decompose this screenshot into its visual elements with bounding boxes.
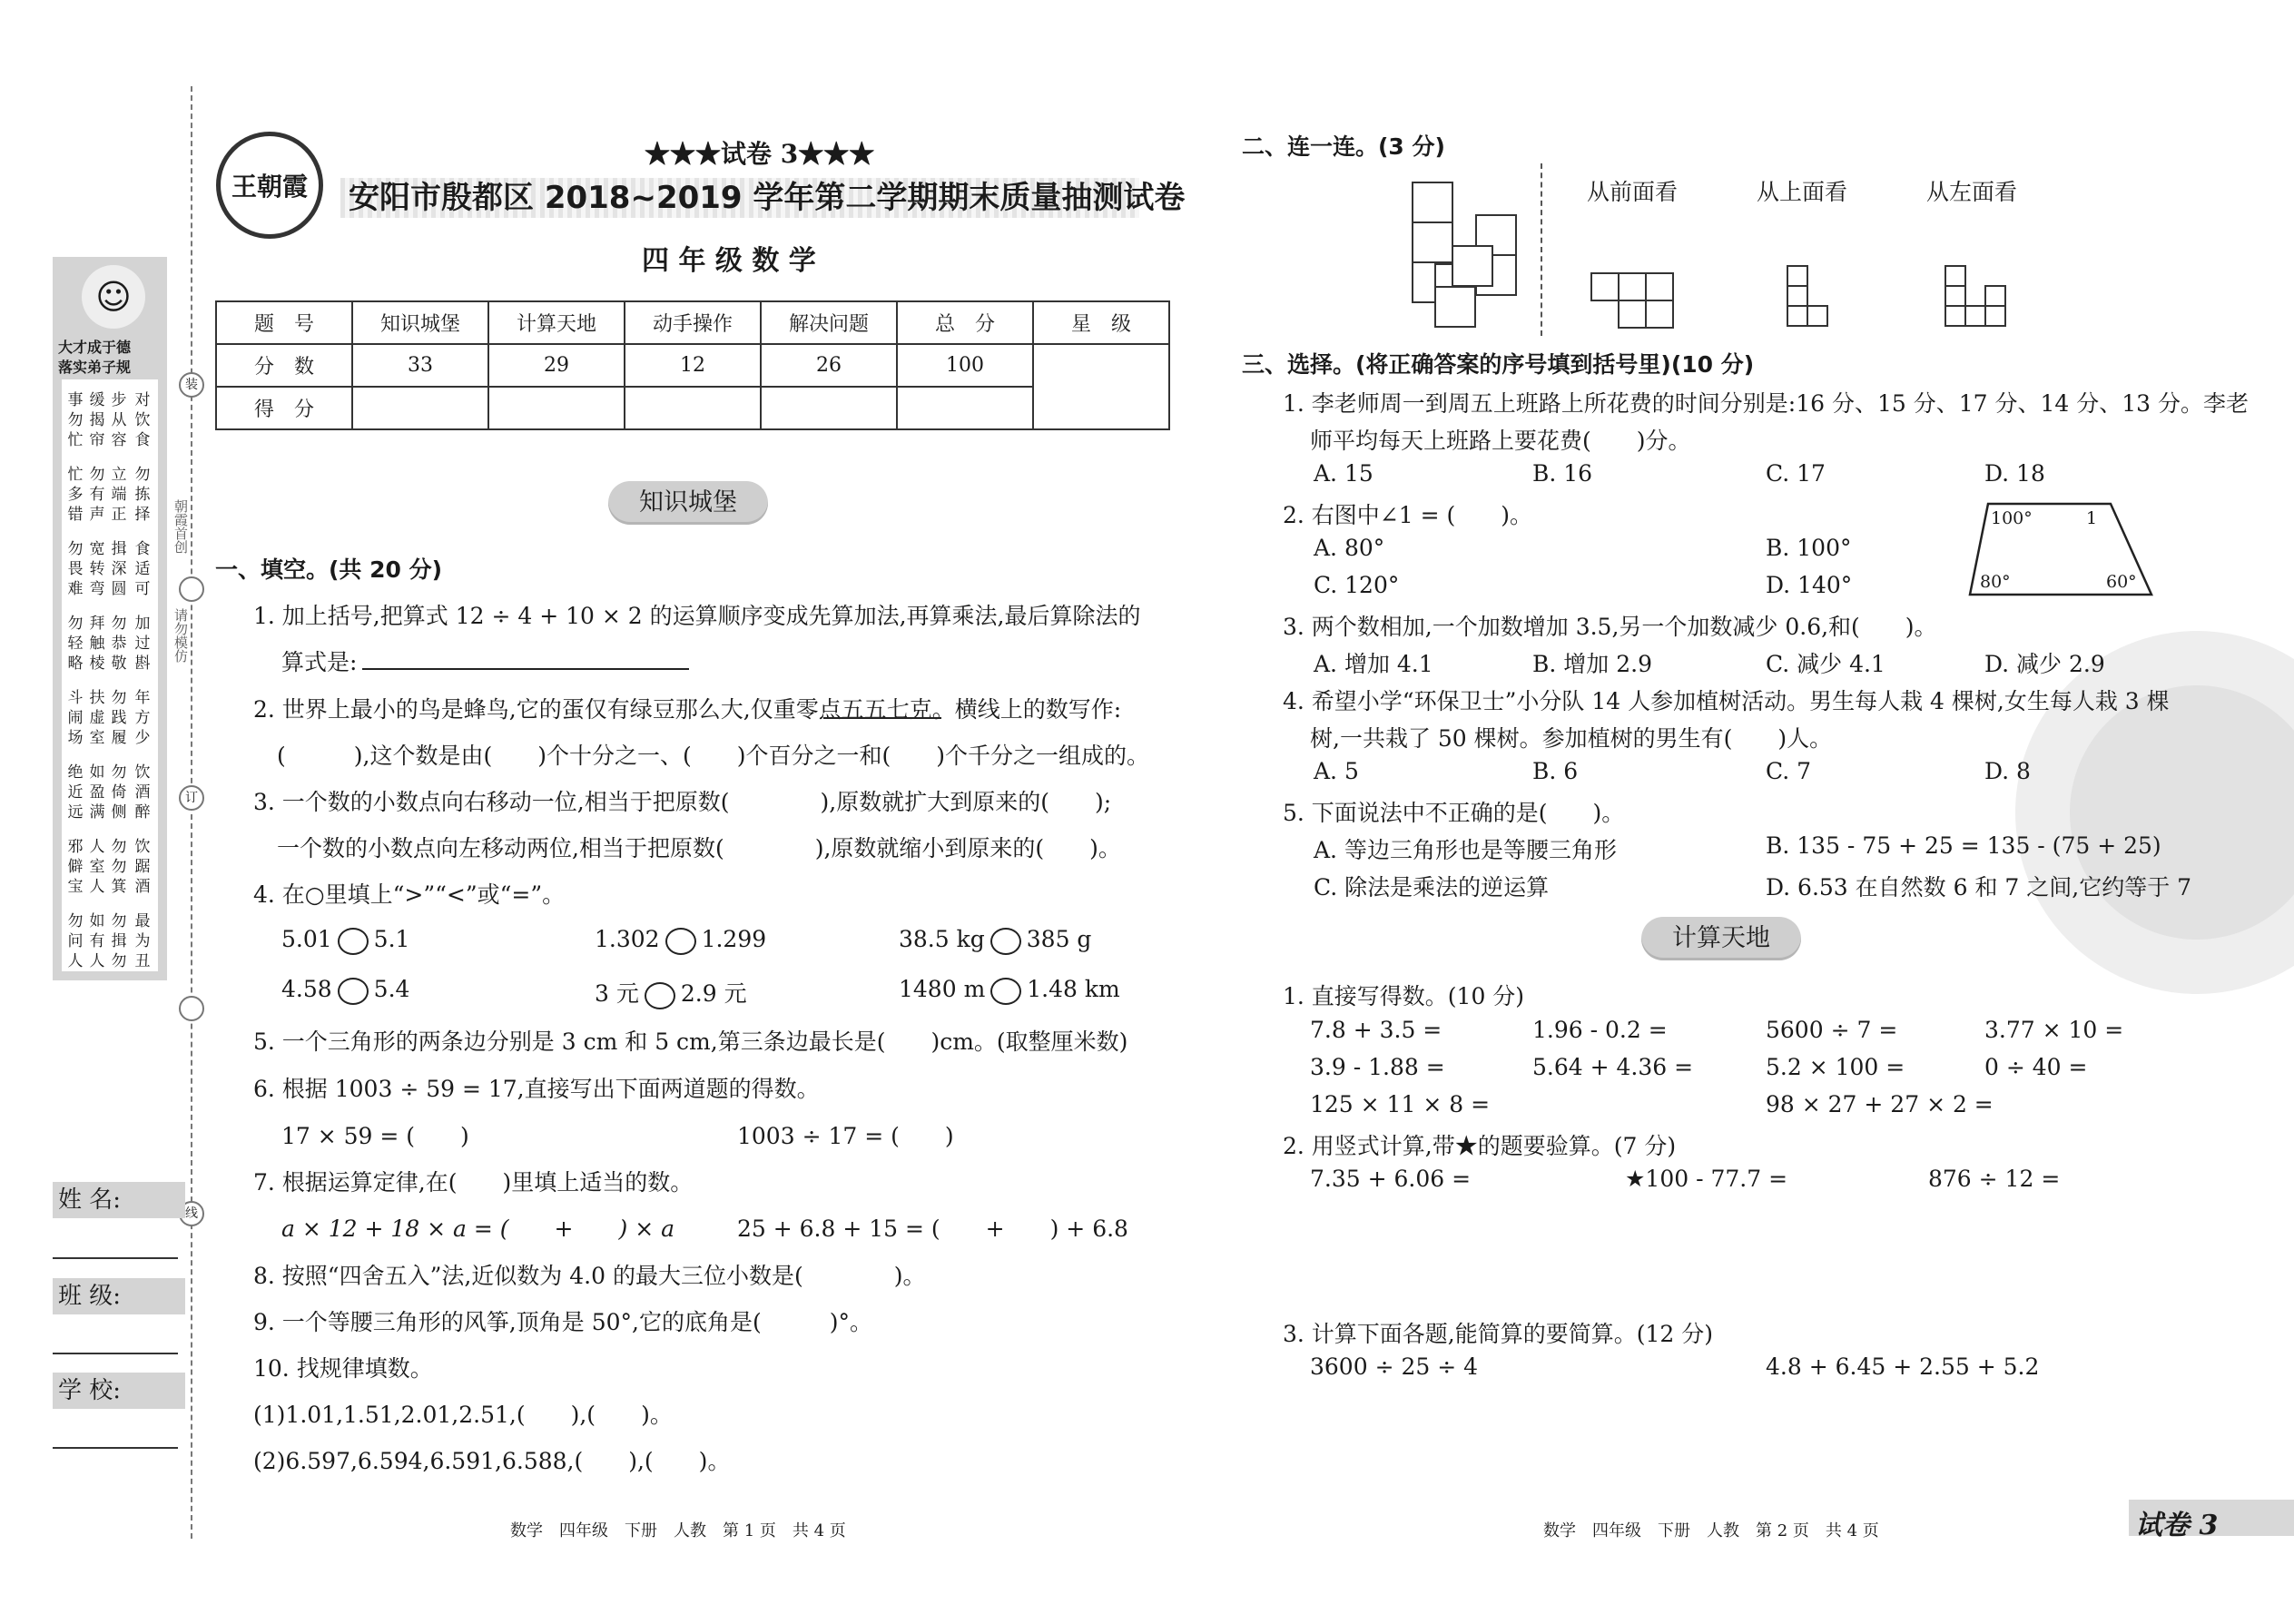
calc-item: 3.9 - 1.88 = [1310,1054,1445,1080]
q7-text: 7. 根据运算定律,在( )里填上适当的数。 [253,1169,694,1196]
calc-item: 3.77 × 10 = [1984,1017,2124,1043]
calc-item: 7.8 + 3.5 = [1310,1017,1442,1043]
compare-right: 5.4 [373,976,410,1002]
view-cell [1618,272,1647,301]
motto-column: 宽转弯 [89,540,105,598]
star-level-cell[interactable] [1033,344,1169,429]
q6-b: 1003 ÷ 17 = ( ) [737,1123,954,1149]
score-got-row [216,387,1169,429]
calc-q1: 1. 直接写得数。(10 分) [1283,983,1525,1009]
view-cell [1964,305,1986,327]
motto-column: 勿有声 [89,466,105,524]
got-cell[interactable] [761,387,897,429]
choice-q2: 2. 右图中∠1 = ( )。 [1283,502,1533,528]
choice-option[interactable]: B. 16 [1532,460,1593,487]
figure-separator [1541,163,1542,336]
score-points-row [216,344,1169,387]
class-line[interactable] [53,1353,178,1354]
score-cell: 100 [897,344,1033,387]
row-label: 得 分 [216,387,352,429]
choice-q5: 5. 下面说法中不正确的是( )。 [1283,800,1625,826]
view-cell [1984,305,2006,327]
compare-circle[interactable] [990,978,1021,1005]
q10-text: 10. 找规律填数。 [253,1355,433,1382]
choice-q1-line2: 师平均每天上班路上要花费( )分。 [1310,428,1691,454]
compare-circle[interactable] [645,982,675,1009]
angle-label: 100° [1991,508,2033,528]
compare-item [595,926,766,955]
motto-column: 事勿忙 [67,391,84,449]
motto-column: 斗闹场 [67,689,84,747]
binding-hole-2 [179,996,204,1021]
class-label: 班 级: [53,1278,185,1314]
view-cell [1787,285,1808,307]
q4-text: 4. 在○里填上“>”“<”或“=”。 [253,881,566,908]
motto-column: 勿轻略 [67,615,84,673]
motto-column: 饮酒醉 [134,763,151,822]
choice-option[interactable]: B. 100° [1766,535,1852,561]
calc-item: 5.64 + 4.36 = [1532,1054,1694,1080]
header-cell: 计算天地 [488,301,625,344]
motto-line-2: 落实弟子规 [58,359,132,376]
choice-option[interactable]: B. 增加 2.9 [1532,651,1652,677]
q2-underline [823,717,941,719]
choice-option[interactable]: C. 17 [1766,460,1826,487]
choice-option[interactable]: A. 增加 4.1 [1314,651,1433,677]
score-cell: 33 [352,344,488,387]
binding-dashed-line [191,86,192,1539]
score-cell: 29 [488,344,625,387]
choice-option[interactable]: A. 80° [1314,535,1385,561]
calc-item: ★100 - 77.7 = [1625,1166,1788,1192]
motto-column: 揖深圆 [111,540,127,598]
motto-column: 勿畏难 [67,540,84,598]
exam-subtitle: 四 年 级 数 学 [642,245,816,277]
calc-item: 0 ÷ 40 = [1984,1054,2088,1080]
motto-column: 勿揖勿 [111,912,127,970]
choice-option[interactable]: D. 6.53 在自然数 6 和 7 之间,它约等于 7 [1766,874,2192,901]
motto-column: 绝近远 [67,763,84,822]
compare-item [281,976,409,1005]
motto-column: 拜触棱 [89,615,105,673]
angle-label: 60° [2106,572,2137,592]
calc-item: 5600 ÷ 7 = [1766,1017,1898,1043]
choice-q4-line2: 树,一共栽了 50 棵树。参加植树的男生有( )人。 [1310,725,1833,752]
motto-column: 人室人 [89,838,105,896]
compare-circle[interactable] [338,978,369,1005]
q9-text: 9. 一个等腰三角形的风筝,顶角是 50°,它的底角是( )°。 [253,1309,872,1335]
view-cell [1944,265,1966,287]
motto-column: 勿拣择 [134,466,151,524]
compare-item [595,976,747,1009]
view-cell [1787,305,1808,327]
view-cell [1944,285,1966,307]
choice-option[interactable]: D. 8 [1984,758,2031,784]
compare-right: 1.299 [701,926,767,952]
compare-item [899,976,1120,1005]
calc-item: 4.8 + 6.45 + 2.55 + 5.2 [1766,1353,2040,1380]
cube [1412,182,1453,223]
calc-q3: 3. 计算下面各题,能简算的要简算。(12 分) [1283,1321,1714,1347]
view-top-label: 从上面看 [1757,179,1848,205]
calc-q2: 2. 用竖式计算,带★的题要验算。(7 分) [1283,1133,1677,1159]
binding-tag-top: 装 [179,372,204,398]
header-cell: 星 级 [1033,301,1169,344]
header-cell: 解决问题 [761,301,897,344]
name-line[interactable] [53,1257,178,1259]
choice-q1-line1: 1. 李老师周一到周五上班路上所花费的时间分别是:16 分、15 分、17 分、14 分、13 分。李老 [1283,390,2250,417]
header-cell: 知识城堡 [352,301,488,344]
exam-title: 安阳市殷都区 2018~2019 学年第二学期期末质量抽测试卷 [349,180,1186,216]
compare-left: 5.01 [281,926,332,952]
footer-left: 数学 四年级 下册 人教 第 1 页 共 4 页 [510,1521,846,1540]
binding-tag-bot: 线 [179,1201,204,1226]
compare-left: 1.302 [595,926,660,952]
calc-item: 3600 ÷ 25 ÷ 4 [1310,1353,1479,1380]
section-1-title: 一、填空。(共 20 分) [215,556,443,583]
binding-tag-mid: 订 [179,785,204,811]
score-cell: 12 [625,344,761,387]
compare-item [281,926,409,955]
row-label: 分 数 [216,344,352,387]
q10-a: (1)1.01,1.51,2.01,2.51,( ),( )。 [253,1402,673,1428]
q5-text: 5. 一个三角形的两条边分别是 3 cm 和 5 cm,第三条边最长是( )cm。(取整厘米数) [253,1029,1128,1055]
motto-column: 勿践履 [111,689,127,747]
choice-q3: 3. 两个数相加,一个加数增加 3.5,另一个加数减少 0.6,和( )。 [1283,614,1937,640]
motto-column: 勿恭敬 [111,615,127,673]
choice-option[interactable]: C. 7 [1766,758,1812,784]
header-cell: 题 号 [216,301,352,344]
compare-left: 3 元 [595,980,639,1007]
choice-option[interactable]: B. 135 - 75 + 25 = 135 - (75 + 25) [1766,832,2161,859]
q7-b: 25 + 6.8 + 15 = ( + ) + 6.8 [737,1216,1128,1242]
motto-column: 如盈满 [89,763,105,822]
got-cell[interactable] [897,387,1033,429]
vertical-note-2: 请勿模仿 [172,608,189,663]
motto-column: 勿倚侧 [111,763,127,822]
view-cell [1645,272,1674,301]
calc-item: 1.96 - 0.2 = [1532,1017,1668,1043]
header-cell: 动手操作 [625,301,761,344]
view-cell [1590,272,1620,301]
choice-q4-line1: 4. 希望小学“环保卫士”小分队 14 人参加植树活动。男生每人栽 4 棵树,女生每人栽 3 棵 [1283,688,2170,714]
footer-right: 数学 四年级 下册 人教 第 2 页 共 4 页 [1543,1521,1879,1540]
section-pill-knowledge: 知识城堡 [608,481,768,525]
motto-column: 步从容 [111,391,127,449]
logo-text: 王朝霞 [231,172,308,202]
got-cell[interactable] [352,387,488,429]
motto-column: 最为丑 [134,912,151,970]
motto-line-1: 大才成于德 [58,339,132,356]
choice-option[interactable]: A. 5 [1314,758,1359,784]
choice-option[interactable]: B. 6 [1532,758,1579,784]
view-cell [1787,265,1808,287]
section-2-title: 二、连一连。(3 分) [1242,133,1445,160]
q6-text: 6. 根据 1003 ÷ 59 = 17,直接写出下面两道题的得数。 [253,1076,820,1102]
child-figure-icon: ☺ [82,265,145,329]
view-left-label: 从左面看 [1926,179,2018,205]
q2-detail: ( ),这个数是由( )个十分之一、( )个百分之一和( )个千分之一组成的。 [277,743,1149,769]
header-cell: 总 分 [897,301,1033,344]
view-front-label: 从前面看 [1587,179,1679,205]
school-line[interactable] [53,1447,178,1449]
name-label: 姓 名: [53,1182,185,1218]
section-3-title: 三、选择。(将正确答案的序号填到括号里)(10 分) [1242,351,1755,378]
motto-column: 对饮食 [134,391,151,449]
score-header-row [216,301,1169,344]
view-cell [1618,300,1647,329]
q7-a: a × 12 + 18 × a = ( + ) × a [281,1216,674,1242]
cube [1412,221,1453,263]
view-cell [1807,305,1828,327]
motto-column: 饮踞酒 [134,838,151,896]
calc-item: 876 ÷ 12 = [1928,1166,2061,1192]
compare-circle[interactable] [665,928,696,955]
q8-text: 8. 按照“四舍五入”法,近似数为 4.0 的最大三位小数是( )。 [253,1263,926,1289]
compare-right: 2.9 元 [680,980,747,1007]
q1-answer-label [281,645,689,677]
q3-text-a: 3. 一个数的小数点向右移动一位,相当于把原数( ),原数就扩大到原来的( ); [253,789,1112,815]
choice-option[interactable]: D. 18 [1984,460,2045,487]
view-cell [1944,305,1966,327]
got-cell[interactable] [625,387,761,429]
compare-right: 385 g [1026,926,1092,952]
compare-right: 5.1 [373,926,410,952]
compare-right: 1.48 km [1027,976,1120,1002]
choice-option[interactable]: C. 减少 4.1 [1766,651,1885,677]
motto-column: 勿勿箕 [111,838,127,896]
motto-column: 缓揭帘 [89,391,105,449]
compare-left: 38.5 kg [899,926,985,952]
calc-item: 98 × 27 + 27 × 2 = [1766,1091,1994,1117]
score-cell: 26 [761,344,897,387]
motto-column: 食适可 [134,540,151,598]
publisher-logo [216,132,323,239]
calc-item: 125 × 11 × 8 = [1310,1091,1491,1117]
cube [1434,286,1476,328]
school-label: 学 校: [53,1373,185,1409]
calc-item: 7.35 + 6.06 = [1310,1166,1472,1192]
q2-text: 2. 世界上最小的鸟是蜂鸟,它的蛋仅有绿豆那么大,仅重零点五五七克。横线上的数写作: [253,696,1122,723]
cube [1452,245,1493,287]
vertical-note-1: 朝霞首创 [172,499,189,554]
compare-left: 4.58 [281,976,332,1002]
motto-column: 加过斟 [134,615,151,673]
compare-item [899,926,1091,955]
corner-exam-label: 试卷 3 [2135,1510,2219,1541]
calc-item: 5.2 × 100 = [1766,1054,1905,1080]
compare-circle[interactable] [338,928,369,955]
compare-circle[interactable] [990,928,1021,955]
q1-answer-blank[interactable] [362,645,689,670]
view-cell [1984,285,2006,307]
motto-column: 邪僻宝 [67,838,84,896]
motto-column: 扶虚室 [89,689,105,747]
motto-column: 如有人 [89,912,105,970]
choice-option[interactable]: C. 除法是乘法的逆运算 [1314,874,1550,901]
motto-column: 立端正 [111,466,127,524]
q1-text: 1. 加上括号,把算式 12 ÷ 4 + 10 × 2 的运算顺序变成先算加法,再算乘法,最后算除法的 [253,603,1141,629]
q1-label: 算式是: [281,649,358,675]
motto-column: 年方少 [134,689,151,747]
compare-left: 1480 m [899,976,986,1002]
section-pill-calculation: 计算天地 [1641,917,1801,960]
choice-option[interactable]: D. 140° [1766,572,1853,598]
view-cell [1645,300,1674,329]
choice-option[interactable]: A. 等边三角形也是等腰三角形 [1314,837,1617,863]
exam-number: ★★★试卷 3★★★ [645,139,875,169]
score-table [215,300,1170,430]
got-cell[interactable] [488,387,625,429]
q6-a: 17 × 59 = ( ) [281,1123,469,1149]
q10-b: (2)6.597,6.594,6.591,6.588,( ),( )。 [253,1448,731,1474]
motto-column: 勿问人 [67,912,84,970]
angle-label: 80° [1980,572,2011,592]
q3-text-b: 一个数的小数点向左移动两位,相当于把原数( ),原数就缩小到原来的( )。 [277,835,1121,861]
choice-option[interactable]: A. 15 [1314,460,1373,487]
choice-option[interactable]: C. 120° [1314,572,1400,598]
choice-option[interactable]: D. 减少 2.9 [1984,651,2105,677]
angle-label: 1 [2086,508,2098,528]
motto-column: 忙多错 [67,466,84,524]
binding-hole-1 [179,576,204,602]
